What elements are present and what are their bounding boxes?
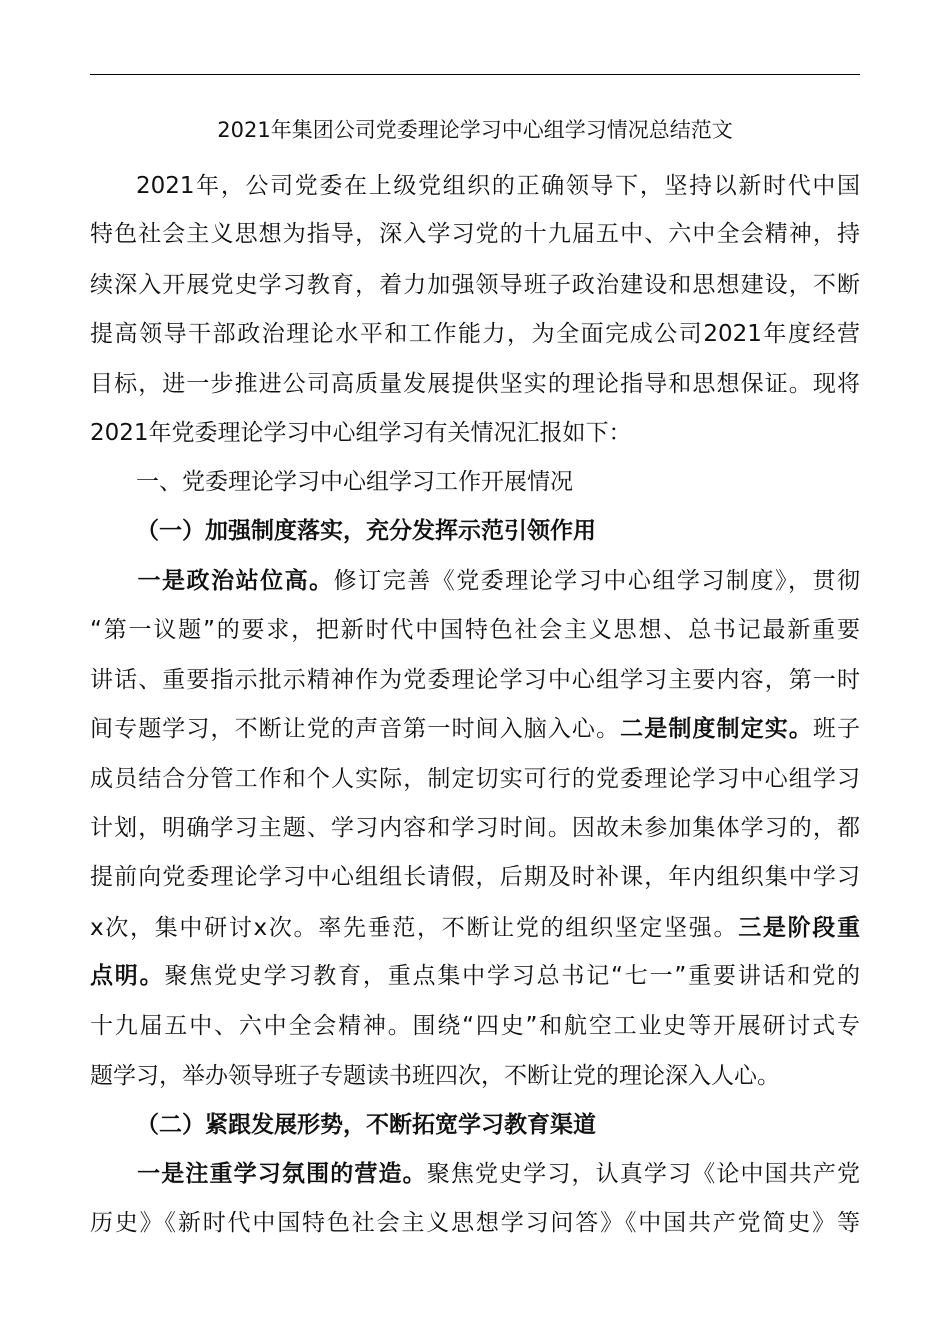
text-run: 修订完善《党委理论学习中心组学习制度》，贯彻 — [333, 568, 861, 594]
text-run: 一、党委理论学习中心组学习工作开展情况 — [90, 469, 573, 495]
text-line — [90, 660, 860, 700]
text-line — [90, 1203, 860, 1243]
text-line — [90, 561, 860, 601]
text-run: 计划，明确学习主题、学习内容和学习时间。因故未参加集体学习的，都 — [90, 815, 860, 841]
text-run: 间专题学习，不断让党的声音第一时间入脑入心。 — [90, 716, 621, 742]
text-run: 提前向党委理论学习中心组组长请假，后期及时补课，年内组织集中学习 — [90, 864, 860, 890]
text-line — [90, 610, 860, 650]
text-run: 续深入开展党史学习教育，着力加强领导班子政治建设和思想建设，不断 — [90, 272, 860, 298]
text-run: 题学习，举办领导班子专题读书班四次，不断让党的理论深入人心。 — [90, 1063, 780, 1089]
text-run: 聚焦党史学习教育，重点集中学习总书记“七一”重要讲话和党的 — [164, 963, 860, 989]
text-line — [90, 956, 860, 996]
text-run: 十九届五中、六中全会精神。围绕“四史”和航空工业史等开展研讨式专 — [90, 1013, 860, 1039]
text-line — [90, 214, 860, 254]
text-run: 讲话、重要指示批示精神作为党委理论学习中心组学习主要内容，第一时 — [90, 667, 860, 693]
text-line — [90, 908, 860, 948]
text-line — [90, 759, 860, 799]
text-line — [90, 413, 860, 453]
text-run: “第一议题”的要求，把新时代中国特色社会主义思想、总书记最新重要 — [90, 617, 860, 643]
text-run: 目标，进一步推进公司高质量发展提供坚实的理论指导和思想保证。现将 — [90, 371, 860, 397]
bold-text: 二是制度制定实。 — [620, 716, 813, 742]
bold-text: （二）紧跟发展形势，不断拓宽学习教育渠道 — [90, 1112, 596, 1138]
text-line — [90, 1154, 860, 1194]
text-line — [90, 364, 860, 404]
text-run: 提高领导干部政治理论水平和工作能力，为全面完成公司2021年度经营 — [90, 321, 860, 347]
bold-text: 一是政治站位高。 — [90, 568, 334, 594]
text-run: 班子 — [812, 716, 861, 742]
text-line — [90, 709, 860, 749]
bold-text: 点明。 — [90, 963, 165, 989]
bold-text: 三是阶段重 — [738, 915, 860, 941]
page-title: 2021年集团公司党委理论学习中心组学习情况总结范文 — [217, 118, 733, 142]
text-line — [90, 166, 860, 206]
text-line — [90, 1006, 860, 1046]
text-run: 特色社会主义思想为指导，深入学习党的十九届五中、六中全会精神，持 — [90, 221, 860, 247]
text-line — [90, 314, 860, 354]
text-line — [90, 808, 860, 848]
top-rule — [90, 74, 860, 75]
text-run: x次，集中研讨x次。率先垂范，不断让党的组织坚定坚强。 — [90, 915, 739, 941]
bold-text: 一是注重学习氛围的营造。 — [90, 1161, 427, 1187]
text-line — [90, 857, 860, 897]
text-line — [90, 1105, 860, 1145]
text-run: 2021年党委理论学习中心组学习有关情况汇报如下： — [90, 420, 632, 446]
text-run: 聚焦党史学习，认真学习《论中国共产党 — [426, 1161, 861, 1187]
bold-text: （一）加强制度落实，充分发挥示范引领作用 — [90, 518, 596, 544]
text-run: 历史》《新时代中国特色社会主义思想学习问答》《中国共产党简史》等 — [90, 1210, 860, 1236]
text-line — [90, 265, 860, 305]
text-run: 2021年，公司党委在上级党组织的正确领导下，坚持以新时代中国 — [90, 173, 860, 199]
text-run: 成员结合分管工作和个人实际，制定切实可行的党委理论学习中心组学习 — [90, 766, 860, 792]
text-line — [90, 462, 860, 502]
text-line — [90, 1056, 860, 1096]
text-line — [90, 511, 860, 551]
